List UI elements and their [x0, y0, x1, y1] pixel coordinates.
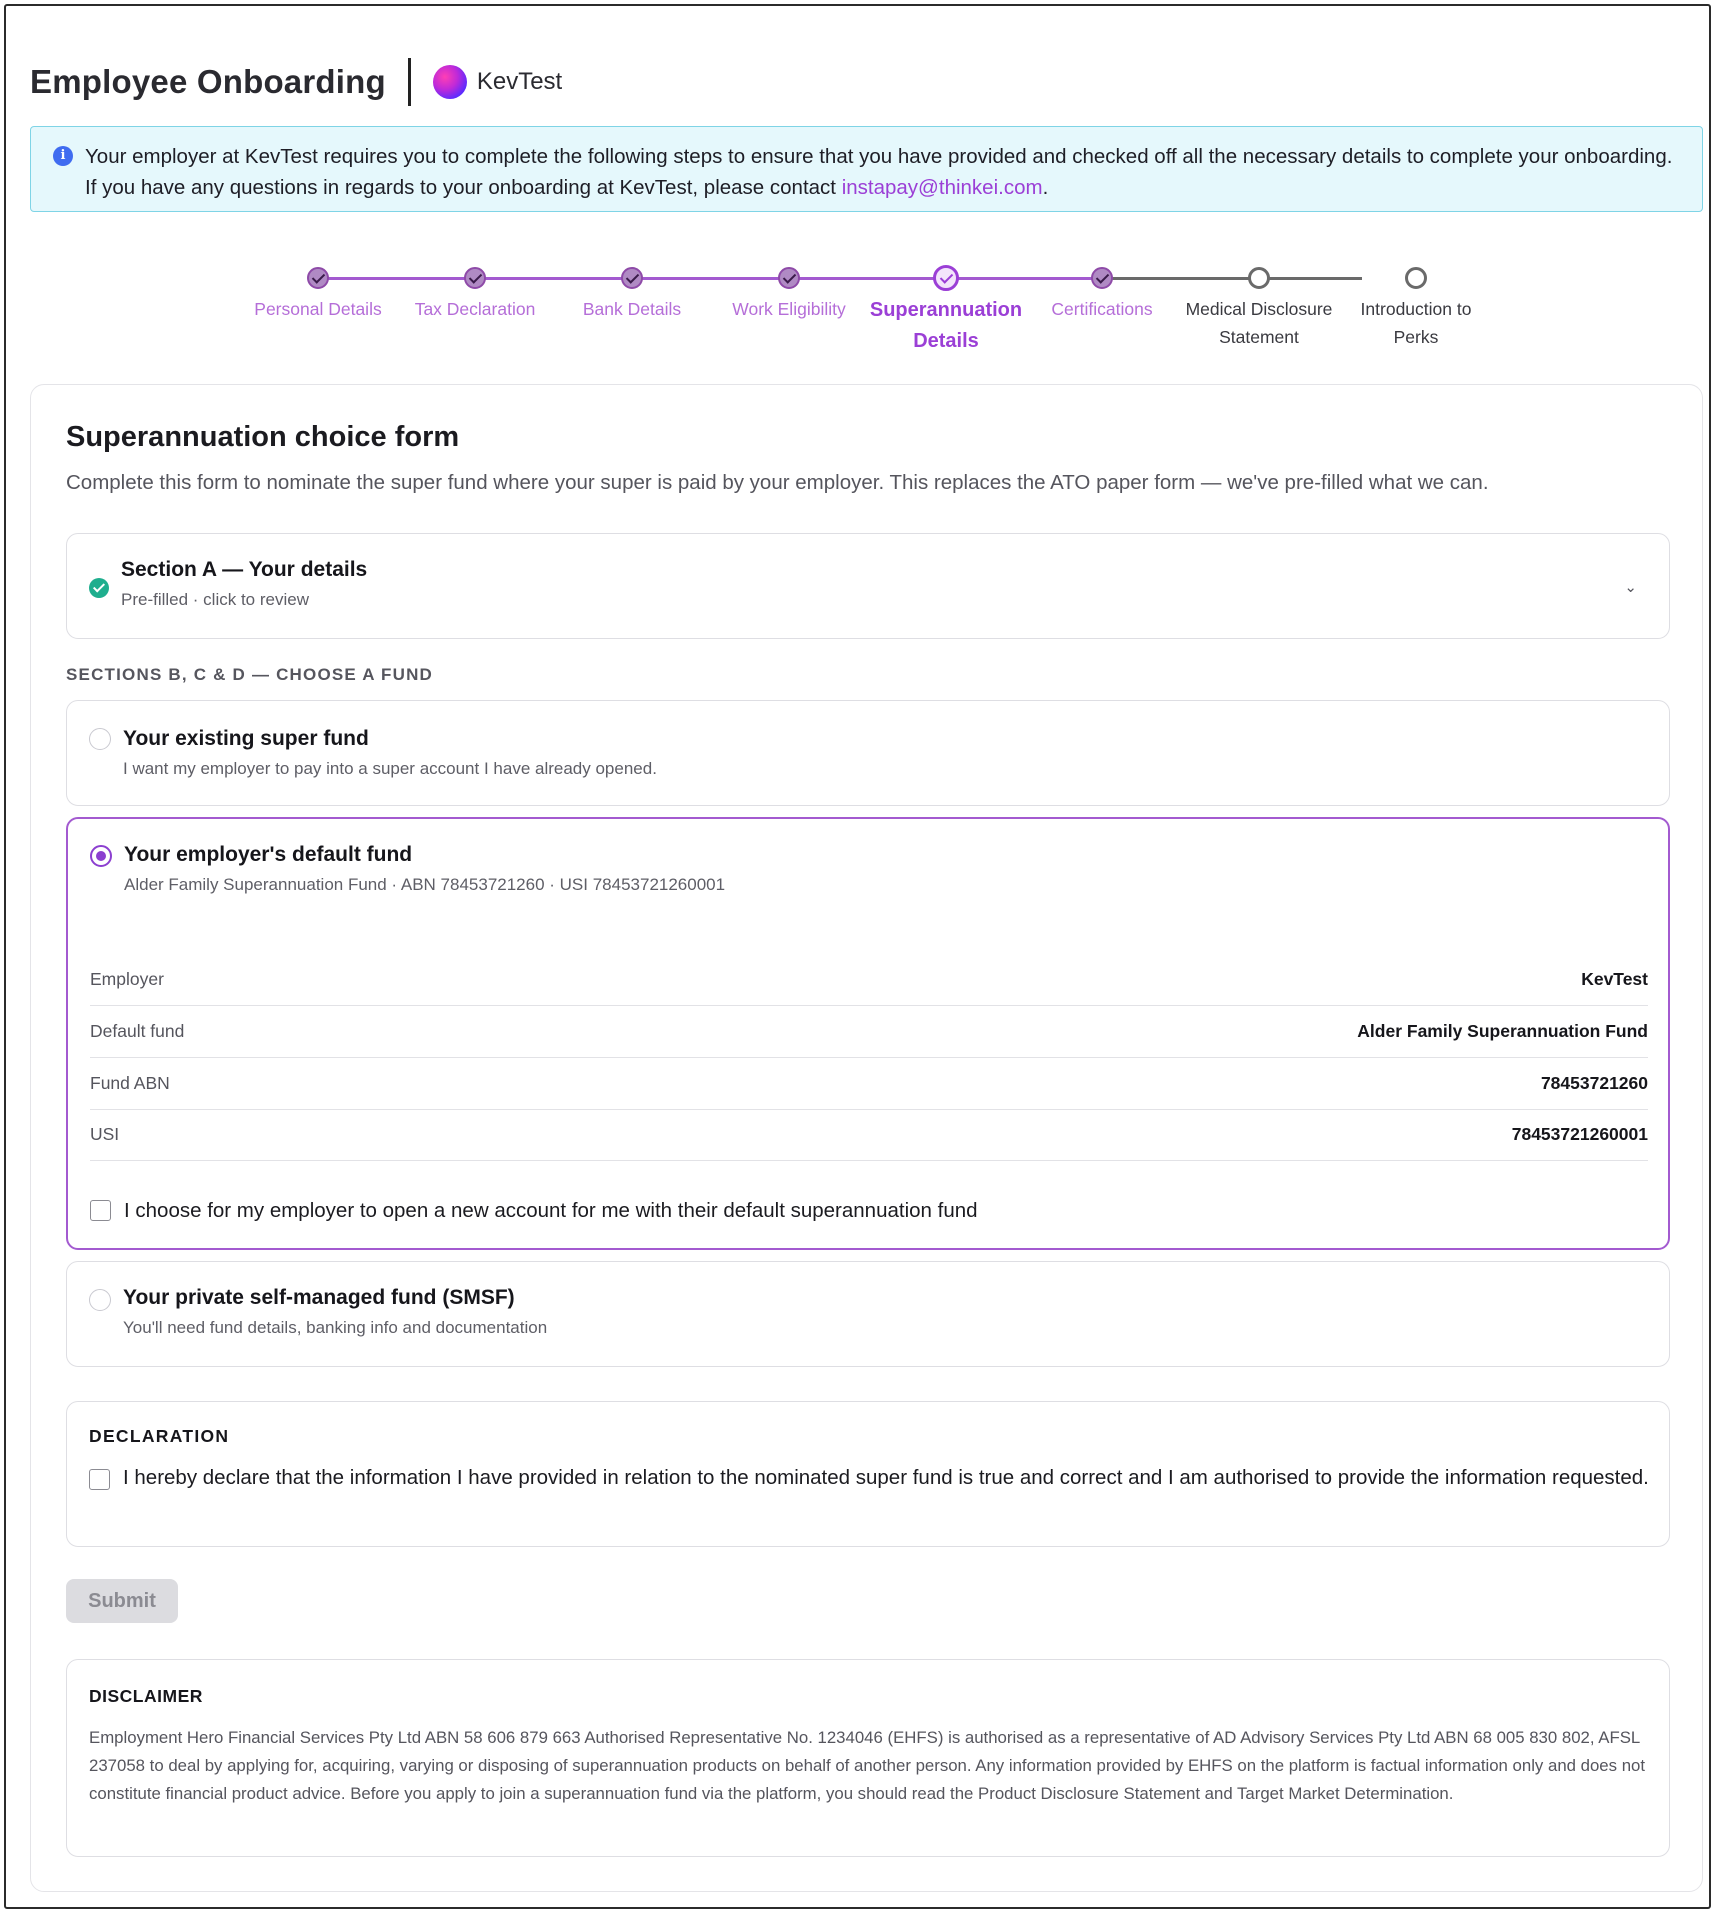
declaration-panel: [66, 1401, 1670, 1547]
onboarding-stepper: [254, 266, 1472, 366]
section-a-panel[interactable]: [66, 533, 1670, 639]
step-current-icon: [933, 265, 959, 291]
info-banner: [30, 126, 1703, 212]
info-icon: i: [53, 146, 73, 166]
banner-text: Your employer at KevTest requires you to complete the following steps to ensure that you have provided and checked off all the necessary details to complete your onboarding. If you have any questions in regards to your onboarding at KevTest, please contact: [85, 145, 1673, 199]
smsf-radio[interactable]: [89, 1289, 111, 1311]
step-label: Superannuation Details: [869, 299, 1023, 352]
kv-row-usi: [90, 1110, 1648, 1161]
step-label: Tax Declaration: [414, 299, 536, 319]
kv-value: 78453721260001: [1511, 1124, 1648, 1144]
step-tax-declaration[interactable]: [395, 266, 555, 323]
step-label: Medical Disclosure Statement: [1185, 299, 1333, 347]
banner-end: .: [1042, 176, 1049, 199]
disclaimer-title: DISCLAIMER: [89, 1686, 203, 1706]
smsf-option[interactable]: [66, 1261, 1670, 1367]
kv-key: Default fund: [90, 1021, 185, 1041]
disclaimer-panel: [66, 1659, 1670, 1857]
form-description: Complete this form to nominate the super fund where your super is paid by your employer. This replaces the ATO paper form — we've pre-filled what we can.: [66, 471, 1489, 494]
kv-key: USI: [90, 1124, 120, 1144]
page-frame: [4, 4, 1711, 1909]
step-label: Personal Details: [254, 299, 382, 319]
kv-row-employer: [90, 955, 1648, 1006]
disclaimer-text: Employment Hero Financial Services Pty Ltd ABN 58 606 879 663 Authorised Representative No. 1234046 (EHFS) is authorised as a representative of AD Advisory Services Pty Ltd ABN 68 005 830 802, AFSL 237058 to deal by applying for, acquiring, varying or disposing of superannuation products on behalf of another person. Any information provided by EHFS on the platform is factual information only and does not constitute financial product advice. Before you apply to join a superannuation fund via the platform, you should read the Product Disclosure Statement and Target Market Determination.: [89, 1728, 1646, 1803]
smsf-subtitle: You'll need fund details, banking info and documentation: [123, 1318, 548, 1337]
open-new-account-checkbox[interactable]: [90, 1200, 111, 1221]
form-title: Superannuation choice form: [66, 421, 460, 453]
sections-bcd-label: SECTIONS B, C & D — CHOOSE A FUND: [66, 665, 434, 684]
declaration-text[interactable]: I hereby declare that the information I have provided in relation to the nominated super fund is true and correct and I am authorised to provide the information requested.: [123, 1466, 1649, 1489]
step-introduction-to-perks[interactable]: [1341, 266, 1491, 351]
step-complete-icon: [621, 267, 643, 289]
chevron-down-icon[interactable]: ⌄: [1624, 579, 1637, 596]
step-work-eligibility[interactable]: [709, 266, 869, 323]
step-label: Work Eligibility: [732, 299, 846, 319]
kv-key: Fund ABN: [90, 1073, 170, 1093]
step-pending-icon: [1248, 267, 1270, 289]
submit-button[interactable]: Submit: [66, 1579, 178, 1623]
superannuation-form-card: [30, 384, 1703, 1892]
contact-email-link[interactable]: instapay@thinkei.com: [841, 176, 1043, 199]
header-divider: [408, 58, 411, 106]
kv-value: KevTest: [1581, 969, 1648, 989]
step-medical-disclosure[interactable]: [1169, 266, 1349, 351]
existing-fund-subtitle: I want my employer to pay into a super account I have already opened.: [123, 759, 657, 778]
step-complete-icon: [778, 267, 800, 289]
smsf-title: Your private self-managed fund (SMSF): [123, 1286, 515, 1309]
company-name: KevTest: [476, 68, 563, 95]
default-fund-title: Your employer's default fund: [124, 843, 413, 866]
kv-row-fund-abn: [90, 1059, 1648, 1110]
section-a-title: Section A — Your details: [121, 558, 368, 581]
step-bank-details[interactable]: [552, 266, 712, 323]
step-complete-icon: [464, 267, 486, 289]
page-header: [30, 56, 562, 108]
kv-key: Employer: [90, 969, 164, 989]
kv-value: Alder Family Superannuation Fund: [1357, 1021, 1648, 1041]
step-certifications[interactable]: [1022, 266, 1182, 323]
kv-value: 78453721260: [1540, 1073, 1648, 1093]
default-fund-option[interactable]: [66, 817, 1670, 1250]
open-new-account-label[interactable]: I choose for my employer to open a new account for me with their default superannuation fund: [124, 1199, 978, 1222]
declaration-title: DECLARATION: [89, 1426, 230, 1446]
step-label: Bank Details: [582, 299, 682, 319]
step-personal-details[interactable]: [238, 266, 398, 323]
declaration-checkbox[interactable]: [89, 1469, 110, 1490]
step-pending-icon: [1405, 267, 1427, 289]
existing-fund-title: Your existing super fund: [123, 727, 369, 750]
check-circle-icon: [89, 578, 109, 598]
existing-fund-option[interactable]: [66, 700, 1670, 806]
page-title: Employee Onboarding: [30, 63, 386, 100]
default-fund-subtitle: Alder Family Superannuation Fund · ABN 78453721260 · USI 78453721260001: [124, 875, 726, 894]
step-label: Introduction to Perks: [1360, 299, 1472, 347]
step-superannuation-details[interactable]: [861, 266, 1031, 357]
section-a-subtitle: Pre-filled · click to review: [121, 590, 309, 609]
step-complete-icon: [1091, 267, 1113, 289]
existing-fund-radio[interactable]: [89, 728, 111, 750]
step-label: Certifications: [1051, 299, 1153, 319]
step-complete-icon: [307, 267, 329, 289]
default-fund-radio[interactable]: [90, 845, 112, 867]
company-logo-icon: [433, 65, 467, 99]
kv-row-default-fund: [90, 1007, 1648, 1058]
